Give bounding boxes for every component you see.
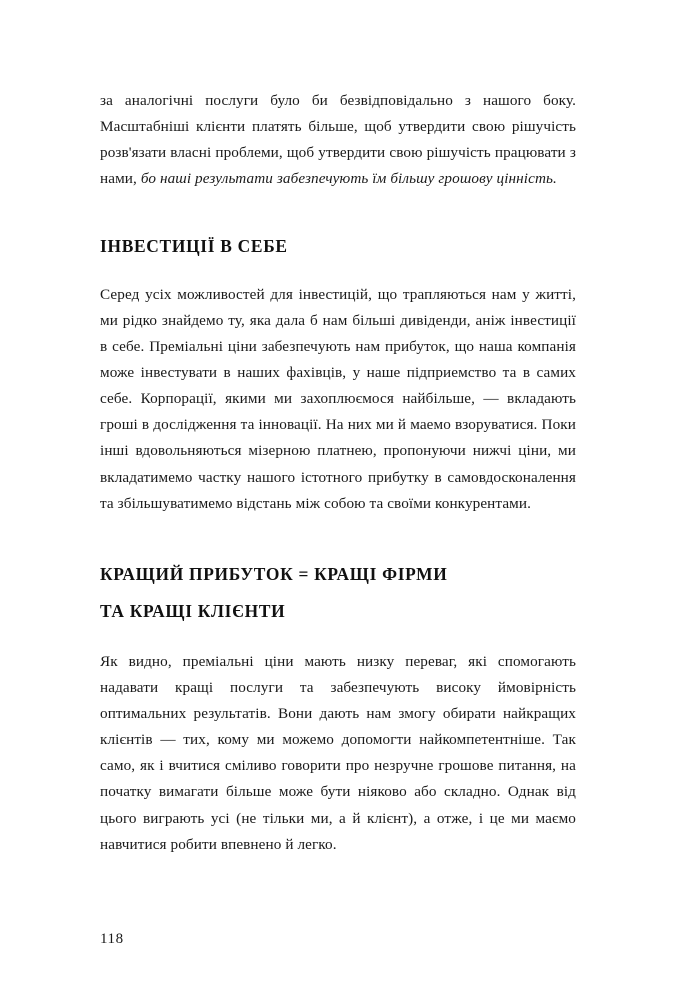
page-content xyxy=(100,88,576,858)
paragraph-emphasis: бо наші результати забезпечують їм більшу грошову цінність. xyxy=(140,170,557,188)
paragraph-text: за аналогічні послуги було би безвідповідально з нашого боку. Масштабніші клієнти платять більше, щоб утвердити свою рішучість розв'язати власні проблеми, щоб утвердити свою рішучість працювати з нами, xyxy=(100,92,576,188)
heading-line-1: КРАЩИЙ ПРИБУТОК = КРАЩІ ФІРМИ xyxy=(100,563,448,584)
section-heading-better-profit xyxy=(100,561,576,625)
heading-level-2 xyxy=(100,233,576,260)
heading-level-2 xyxy=(100,561,576,625)
heading-line-2: ТА КРАЩІ КЛІЄНТИ xyxy=(100,600,286,621)
section-heading-investment xyxy=(100,233,576,260)
heading-line: ІНВЕСТИЦІЇ В СЕБЕ xyxy=(100,235,288,256)
paragraph-investment-body: Серед усіх можливостей для інвестицій, що трапляються нам у житті, ми рідко знайдемо ту, яка дала б нам більші дивіденди, аніж інвестиції в себе. Преміальні ціни забезпечують нам прибуток, що наша компанія може інвестувати в наших фахівців, у наше підприемство та в самих себе. Корпорації, якими ми захоплюємося найбільше, — вкладають гроші в дослідження та інновації. На них ми й маемо взоруватися. Поки інші вдовольняються мізерною платнею, пропонуючи нижчі ціни, ми вкладатимемо частку нашого істотного прибутку в самовдосконалення та збільшуватимемо відстань між собою та своїми конкурентами. xyxy=(100,285,576,512)
page-number: 118 xyxy=(100,931,124,947)
paragraph-continuation xyxy=(100,88,576,193)
paragraph-better-profit-body: Як видно, преміальні ціни мають низку переваг, які спомогають надавати кращі послуги та забезпечують високу ймовірність оптимальних результатів. Вони дають нам змогу обирати найкращих клієнтів — тих, кому ми можемо допомогти найкомпетентнішe. Так само, як і вчитися сміливо говорити про незручне грошове питання, на початку вимагати більше може бути ніяково або складно. Однак від цього виграють усі (не тільки ми, а й клієнт), а отже, і це ми маємо навчитися робити впевнено й легко. xyxy=(100,652,576,853)
